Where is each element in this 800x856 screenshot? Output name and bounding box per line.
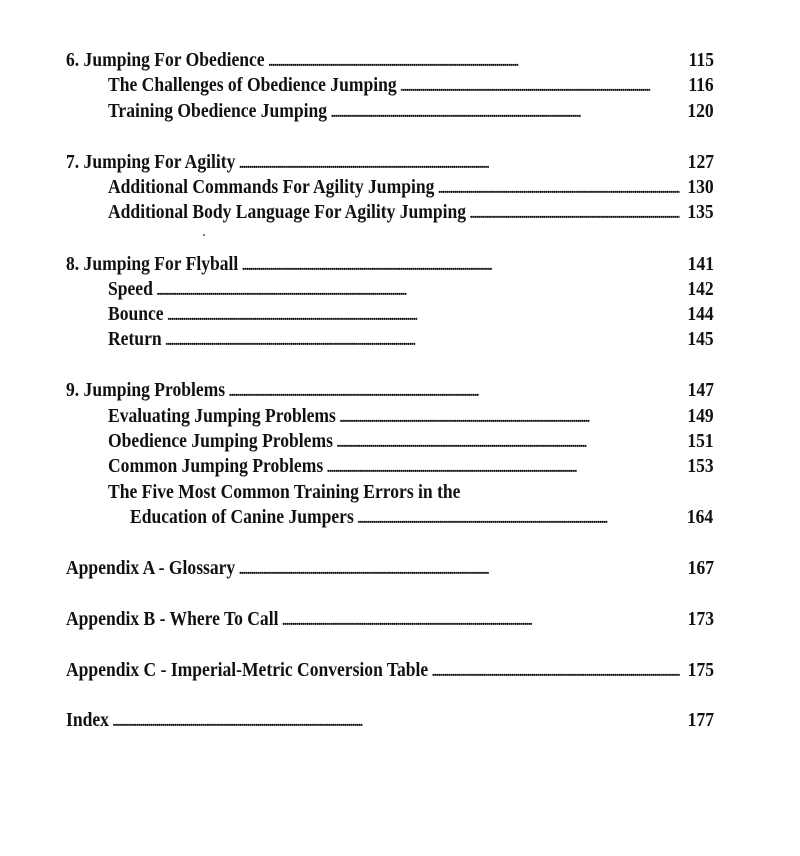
dot-leader bbox=[470, 203, 680, 227]
toc-entry-challenges-obedience-jumping[interactable] bbox=[108, 74, 714, 98]
toc-entry-page: 147 bbox=[687, 380, 714, 401]
toc-entry-additional-commands[interactable] bbox=[108, 176, 714, 200]
toc-entry-page: 127 bbox=[687, 152, 714, 173]
dot-leader bbox=[337, 432, 680, 456]
dot-leader bbox=[339, 407, 679, 431]
toc-entry-five-most-common-errors-line1[interactable] bbox=[108, 481, 714, 505]
toc-entry-bounce[interactable] bbox=[108, 303, 714, 327]
toc-entry-page: 175 bbox=[687, 660, 714, 681]
toc-entry-page: 151 bbox=[687, 431, 714, 452]
dot-leader bbox=[156, 280, 679, 304]
dot-leader bbox=[239, 153, 680, 177]
toc-entry-common-jumping-problems[interactable] bbox=[108, 455, 714, 479]
toc-entry-page: 149 bbox=[687, 406, 714, 427]
dot-leader bbox=[229, 381, 680, 405]
toc-entry-title: Obedience Jumping Problems bbox=[108, 431, 333, 452]
toc-entry-page: 116 bbox=[688, 75, 714, 96]
dot-leader bbox=[242, 255, 680, 279]
toc-entry-title: Education of Canine Jumpers bbox=[130, 507, 354, 528]
toc-entry-title: 8. Jumping For Flyball bbox=[66, 254, 239, 275]
dot-leader bbox=[331, 102, 680, 126]
toc-entry-page: 173 bbox=[687, 609, 714, 630]
dot-leader bbox=[357, 508, 679, 532]
toc-entry-training-obedience-jumping[interactable] bbox=[108, 100, 714, 124]
toc-entry-appendix-a[interactable] bbox=[66, 557, 714, 581]
toc-entry-chapter-7[interactable] bbox=[66, 151, 714, 175]
toc-entry-chapter-9[interactable] bbox=[66, 379, 714, 403]
toc-entry-page: 144 bbox=[687, 304, 714, 325]
toc-entry-page: 153 bbox=[687, 456, 714, 477]
toc-entry-additional-body-language[interactable] bbox=[108, 201, 714, 225]
toc-entry-title: The Five Most Common Training Errors in the bbox=[108, 482, 461, 503]
toc-entry-title: The Challenges of Obedience Jumping bbox=[108, 75, 397, 96]
toc-entry-chapter-8[interactable] bbox=[66, 253, 714, 277]
toc-entry-page: 164 bbox=[686, 507, 714, 528]
dot-leader bbox=[165, 330, 679, 354]
toc-entry-page: 141 bbox=[687, 254, 714, 275]
toc-entry-title: 6. Jumping For Obedience bbox=[66, 50, 265, 71]
toc-entry-title: Appendix A - Glossary bbox=[66, 558, 236, 579]
toc-entry-page: 115 bbox=[688, 50, 714, 71]
dot-leader bbox=[400, 76, 679, 100]
toc-entry-chapter-6[interactable] bbox=[66, 49, 714, 73]
toc-entry-title: 7. Jumping For Agility bbox=[66, 152, 236, 173]
dot-leader bbox=[282, 610, 680, 634]
dot-leader bbox=[432, 661, 680, 685]
toc-entry-title: Additional Body Language For Agility Jumping bbox=[108, 202, 467, 223]
toc-entry-title: Index bbox=[66, 710, 109, 731]
dot-leader bbox=[239, 559, 680, 583]
toc-entry-page: 145 bbox=[687, 329, 714, 350]
toc-entry-evaluating-jumping-problems[interactable] bbox=[108, 405, 714, 429]
toc-entry-title: Appendix C - Imperial-Metric Conversion Table bbox=[66, 660, 429, 681]
toc-entry-page: 135 bbox=[687, 202, 714, 223]
toc-entry-page: 142 bbox=[687, 279, 714, 300]
toc-entry-title: 9. Jumping Problems bbox=[66, 380, 226, 401]
toc-entry-page: 130 bbox=[687, 177, 714, 198]
toc-entry-title: Appendix B - Where To Call bbox=[66, 609, 279, 630]
toc-entry-page: 120 bbox=[687, 101, 714, 122]
toc-entry-appendix-c[interactable] bbox=[66, 659, 714, 683]
dot-leader bbox=[438, 178, 680, 202]
dot-leader bbox=[327, 457, 680, 481]
dot-leader bbox=[268, 51, 680, 75]
toc-entry-title: Bounce bbox=[108, 304, 164, 325]
dot-leader bbox=[113, 711, 680, 735]
toc-entry-five-most-common-errors-line2[interactable] bbox=[130, 506, 713, 530]
toc-entry-page: 167 bbox=[687, 558, 714, 579]
toc-entry-page: 177 bbox=[687, 710, 714, 731]
dot-leader bbox=[167, 305, 679, 329]
toc-entry-title: Additional Commands For Agility Jumping bbox=[108, 177, 435, 198]
toc-entry-title: Common Jumping Problems bbox=[108, 456, 324, 477]
toc-entry-index[interactable] bbox=[66, 709, 714, 733]
toc-entry-title: Evaluating Jumping Problems bbox=[108, 406, 336, 427]
toc-entry-return[interactable] bbox=[108, 328, 714, 352]
toc-entry-title: Return bbox=[108, 329, 162, 350]
toc-entry-appendix-b[interactable] bbox=[66, 608, 714, 632]
scan-speck bbox=[203, 234, 205, 236]
toc-entry-title: Speed bbox=[108, 279, 153, 300]
toc-entry-title: Training Obedience Jumping bbox=[108, 101, 328, 122]
toc-entry-speed[interactable] bbox=[108, 278, 714, 302]
toc-entry-obedience-jumping-problems[interactable] bbox=[108, 430, 714, 454]
